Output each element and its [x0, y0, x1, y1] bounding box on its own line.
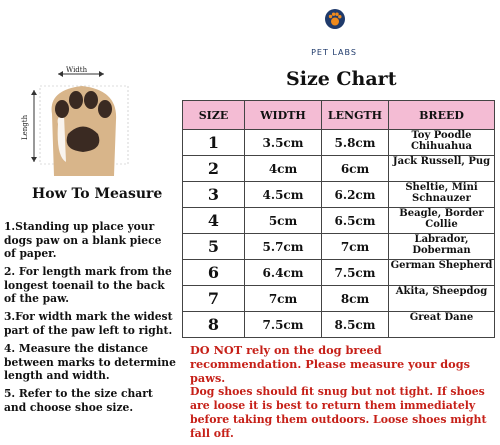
width-cell: 5.7cm: [245, 234, 322, 260]
size-cell: 6: [183, 260, 245, 286]
table-row: [183, 286, 495, 312]
paw-diagram-svg: [18, 64, 130, 180]
table-row: [183, 234, 495, 260]
table-row: [183, 156, 495, 182]
breed-cell: Akita, Sheepdog: [389, 286, 495, 312]
size-cell: 7: [183, 286, 245, 312]
width-cell: 6.4cm: [245, 260, 322, 286]
breed-cell: Labrador, Doberman: [389, 234, 495, 260]
fit-advice-note: Dog shoes should fit snug but not tight. If shoes are loose it is best to return them immediately before taking them outdoors. Loose shoes might fall off.: [190, 385, 487, 440]
width-cell: 7.5cm: [245, 312, 322, 338]
size-cell: 8: [183, 312, 245, 338]
length-cell: 7.5cm: [322, 260, 389, 286]
measure-step: 5. Refer to the size chart and choose shoe size.: [4, 387, 153, 414]
paw-logo-icon: [324, 8, 346, 30]
table-row: [183, 130, 495, 156]
length-cell: 8.5cm: [322, 312, 389, 338]
breed-cell: Toy Poodle Chihuahua: [389, 130, 495, 156]
measure-step: 4. Measure the distance between marks to determine length and width.: [4, 341, 176, 383]
size-chart-title: Size Chart: [286, 68, 397, 90]
breed-cell: Great Dane: [389, 312, 495, 338]
breed-cell: Jack Russell, Pug: [389, 156, 495, 182]
header-width: WIDTH: [245, 101, 322, 130]
size-cell: 3: [183, 182, 245, 208]
header-size: SIZE: [183, 101, 245, 130]
table-row: [183, 182, 495, 208]
length-label: Length: [21, 114, 29, 140]
measure-step: 2. For length mark from the longest toenail to the back of the paw.: [4, 265, 172, 306]
table-row: [183, 260, 495, 286]
toe-pad: [55, 100, 69, 118]
header-breed: BREED: [389, 101, 495, 130]
breed-cell: German Shepherd: [389, 260, 495, 286]
size-chart-table: [182, 100, 495, 338]
length-cell: 5.8cm: [322, 130, 389, 156]
width-cell: 3.5cm: [245, 130, 322, 156]
length-cell: 6cm: [322, 156, 389, 182]
how-to-measure-title: How To Measure: [32, 186, 163, 202]
pet-labs-logo: [298, 8, 370, 60]
width-label: Width: [66, 66, 88, 74]
brand-name: PET LABS: [311, 48, 357, 57]
breed-warning-note: DO NOT rely on the dog breed recommendation. Please measure your dogs paws.: [190, 343, 470, 385]
width-cell: 7cm: [245, 286, 322, 312]
size-cell: 1: [183, 130, 245, 156]
length-cell: 8cm: [322, 286, 389, 312]
table-row: [183, 312, 495, 338]
measure-step: 3.For width mark the widest part of the paw left to right.: [4, 310, 173, 337]
table-row: [183, 208, 495, 234]
length-cell: 6.2cm: [322, 182, 389, 208]
size-cell: 4: [183, 208, 245, 234]
length-cell: 7cm: [322, 234, 389, 260]
width-cell: 4cm: [245, 156, 322, 182]
toe-pad: [84, 91, 98, 109]
size-cell: 2: [183, 156, 245, 182]
toe-pad: [69, 91, 83, 109]
width-cell: 4.5cm: [245, 182, 322, 208]
paw-measure-diagram: [18, 64, 130, 180]
toe-pad: [98, 100, 112, 118]
breed-cell: Sheltie, Mini Schnauzer: [389, 182, 495, 208]
measure-steps-list: [4, 220, 176, 419]
width-cell: 5cm: [245, 208, 322, 234]
size-cell: 5: [183, 234, 245, 260]
breed-cell: Beagle, Border Collie: [389, 208, 495, 234]
length-cell: 6.5cm: [322, 208, 389, 234]
measure-step: 1.Standing up place your dogs paw on a blank piece of paper.: [4, 220, 162, 261]
header-length: LENGTH: [322, 101, 389, 130]
table-header-row: [183, 101, 495, 130]
